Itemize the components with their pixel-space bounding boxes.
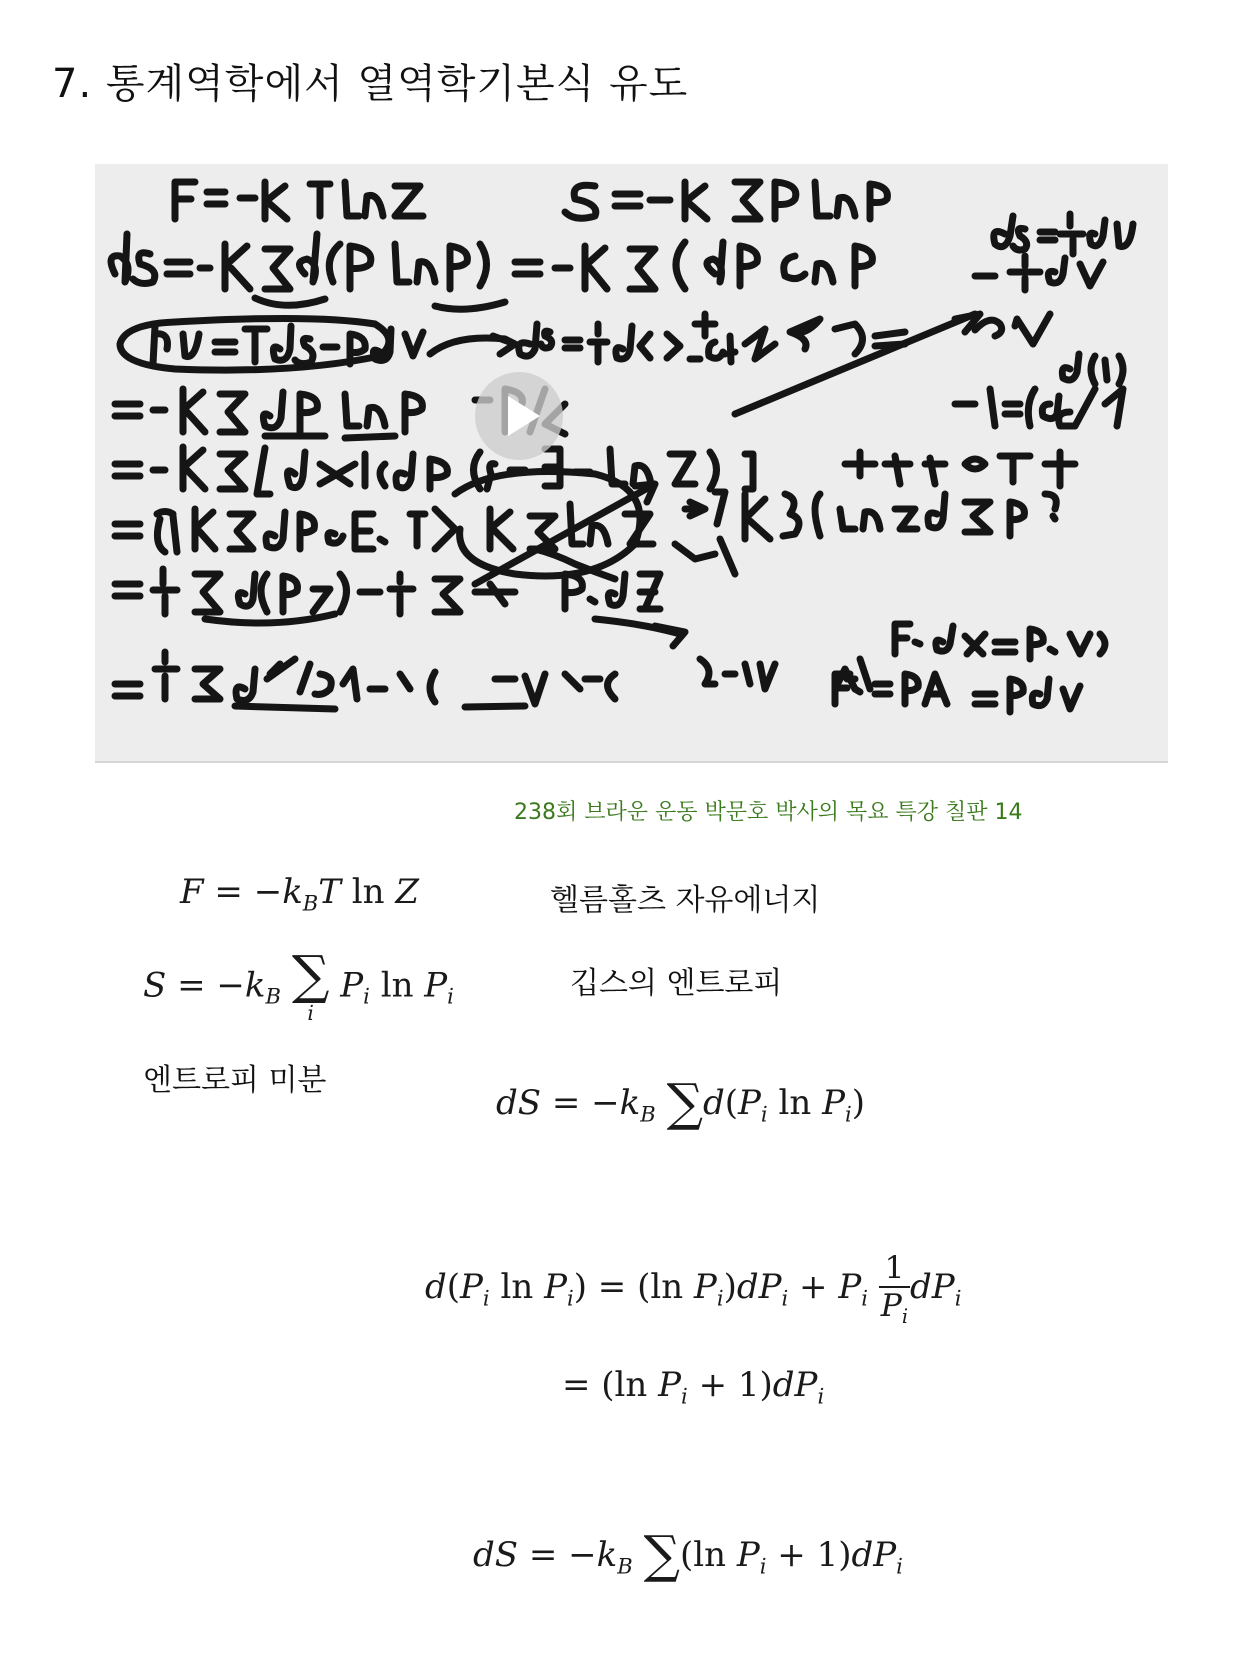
product-rule-equation: $d(P_i$ $\ln P_i) = (\ln$ $P_i)dP_i + P_i$ $\frac{1}{P_i}$ $dP_i$ [425,1250,962,1328]
board-handwriting [95,164,1168,761]
helmholtz-label: 헬름홀츠 자유에너지 [550,883,821,918]
entropy-differential-label: 엔트로피 미분 [143,1063,327,1098]
helmholtz-equation: $F = -k_BT$ ln Z [180,872,419,916]
video-play-button[interactable] [475,372,563,460]
board-caption: 238회 브라운 운동 박문호 박사의 목요 특강 칠판 14 [514,800,1023,825]
play-icon [508,396,540,436]
simplified-equation: = (ln $P_i + 1)dP_i$ [562,1365,825,1409]
final-entropy-equation: dS = $-k_B$ ∑(ln $P_i + 1)dP_i$ [473,1526,903,1585]
entropy-differential-equation: dS = $-k_B$ $\sum d(P_i$ $\ln P_i$) [496,1074,865,1133]
page-heading: 7. 통계역학에서 열역학기본식 유도 [52,61,689,107]
lecture-board-video[interactable] [95,164,1168,763]
gibbs-entropy-label: 깁스의 엔트로피 [570,966,783,1001]
gibbs-entropy-equation: $S = -k_B$ ∑ i $P_i$ $\ln P_i$ [143,945,454,1025]
